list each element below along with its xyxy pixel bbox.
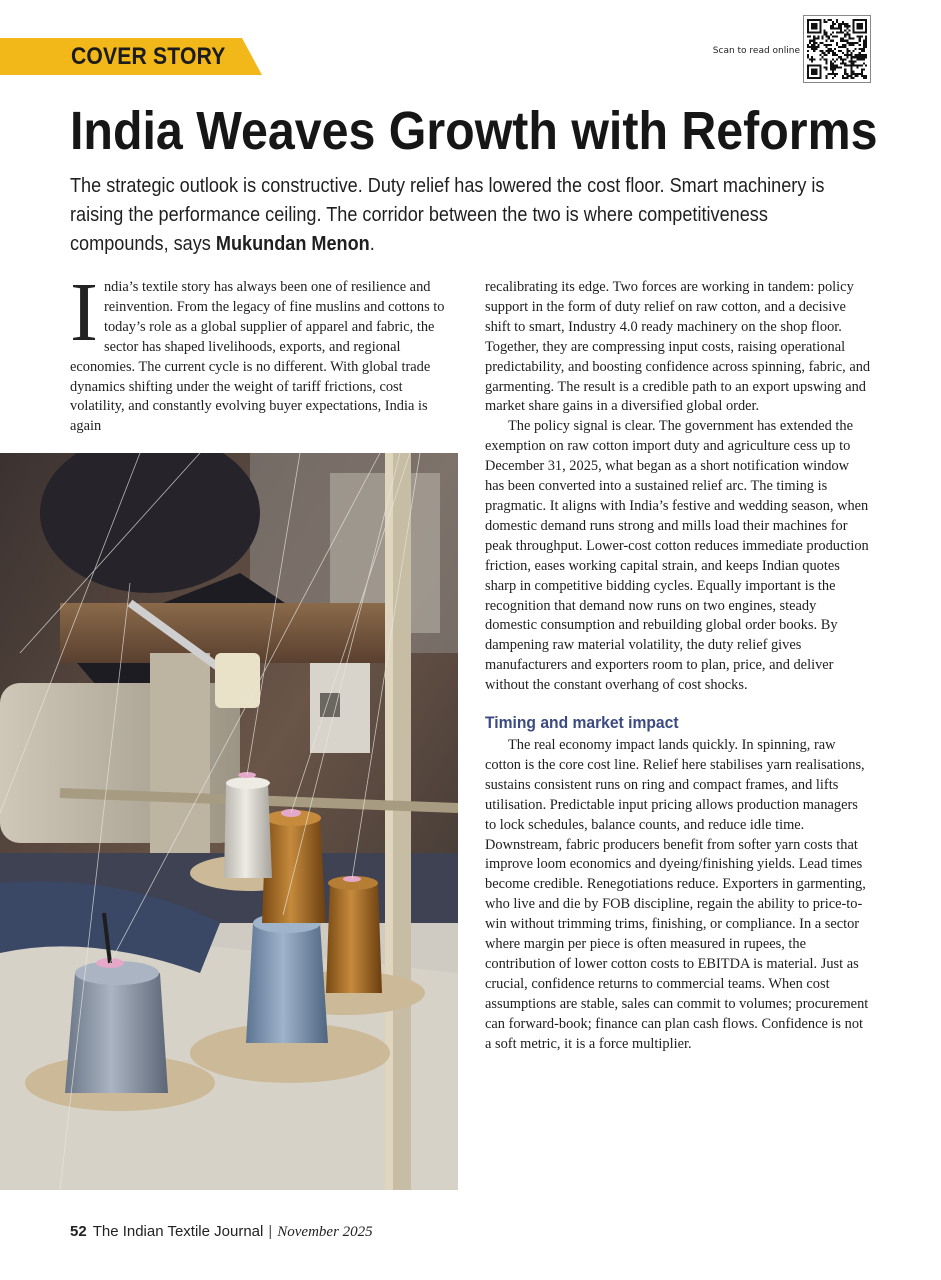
sewing-machine-thread-cones-photo — [0, 453, 458, 1190]
article-paragraph — [70, 266, 460, 437]
qr-code-icon[interactable] — [803, 15, 871, 83]
standfirst-text: The strategic outlook is constructive. Duty relief has lowered the cost floor. Smart machinery is raising the performance ceiling. The corridor between the two is where competitiveness compounds, says — [70, 175, 825, 255]
issue-date: November 2025 — [277, 1224, 373, 1240]
headline: India Weaves Growth with Reforms — [70, 101, 878, 161]
section-subhead: Timing and market impact — [485, 713, 679, 733]
standfirst — [70, 172, 866, 259]
article-paragraph: The real economy impact lands quickly. In spinning, raw cotton is the core cost line. Relief here stabilises yarn realisations, sustains consistent runs on ring and compact frames, and lifts utilisation. Predictable input pricing allows production managers to lock schedules, balance counts, and reduce idle time. Downstream, fabric producers benefit from softer yarn costs that improve loom economics and dyeing/finishing yields. Lead times become credible. Renegotiations reduce. Exporters in garmenting, who live and die by FOB discipline, regain the ability to price-to-win without trimming trims, finishing, or compliance. In a sector where margin per piece is often measured in rupees, the contribution of lower cotton costs to EBITDA is material. Just as crucial, confidence returns to commercial teams. When cost assumptions are stable, sales can commit to volumes; procurement can forward-book; finance can plan cash flows. Confidence is not a soft metric, it is a force multiplier. — [485, 737, 869, 1052]
article-paragraph: recalibrating its edge. Two forces are working in tandem: policy support in the form of duty relief on raw cotton, and a decisive shift to smart, Industry 4.0 ready machinery on the shop floor. Together, they are compressing input costs, raising operational predictability, and boosting confidence across spinning, fabric, and garmenting. The result is a credible path to an export upswing and market share gains in a diversified global order. — [485, 279, 871, 415]
drop-cap: I — [70, 266, 98, 359]
section-tag: COVER STORY — [71, 43, 226, 70]
article-column-left — [70, 266, 460, 437]
publication-name: The Indian Textile Journal — [92, 1223, 264, 1240]
scan-label: Scan to read online — [712, 46, 800, 56]
author-name: Mukundan Menon — [215, 233, 370, 255]
page-footer — [70, 1223, 373, 1241]
article-paragraph: The policy signal is clear. The government has extended the exemption on raw cotton import duty and agriculture cess up to December 31, 2025, what began as a short notification window has been converted into a sustained relief arc. The timing is pragmatic. It aligns with India’s festive and wedding season, when domestic demand runs strong and mills load their machines for peak throughput. Lower-cost cotton reduces immediate production friction, eases working capital strain, and keeps Indian quotes sharp in competitive bidding cycles. Equally important is the recognition that demand now runs on two engines, steady domestic consumption and rebuilding global order books. By dampening raw material volatility, the duty relief gives manufacturers and exporters room to plan, price, and deliver without the constant overhang of cost shocks. — [485, 418, 869, 694]
footer-separator: | — [268, 1223, 273, 1240]
standfirst-end: . — [369, 233, 375, 255]
article-column-right — [485, 278, 871, 1055]
article-photo — [0, 453, 458, 1190]
page-number: 52 — [70, 1223, 87, 1240]
paragraph-text: ndia’s textile story has always been one of resilience and reinvention. From the legacy of fine muslins and cottons to today’s role as a global supplier of apparel and fabric, the sector has shaped livelihoods, exports, and regional economies. The current cycle is no different. With global trade dynamics shifting under the weight of tariff frictions, cost volatility, and constantly evolving buyer expectations, India is again — [70, 279, 445, 435]
